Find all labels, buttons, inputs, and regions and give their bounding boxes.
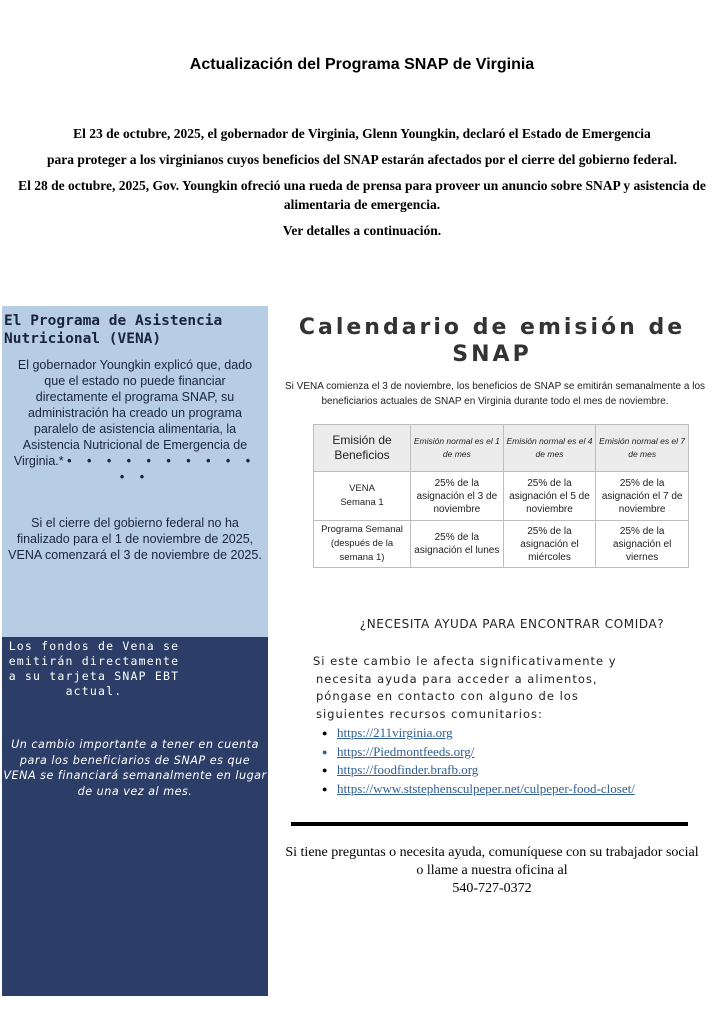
contact-info [266,844,718,898]
intro-paragraph-3: El 28 de octubre, 2025, Gov. Youngkin ofreció una rueda de prensa para proveer un anuncio sobre SNAP y asistencia de alimentaria de emergencia. [18,178,706,212]
table-header-row [314,425,689,472]
row-label [314,472,411,521]
vena-description-text: El gobernador Youngkin explicó que, dado que el estado no puede financiar directamente el programa SNAP, su administración ha creado un programa paralelo de asistencia alimentaria, la Asistencia Nutricional de Emergencia de Virginia. [13,358,253,468]
row-label: Programa Semanal (después de la semana 1) [314,521,411,568]
vena-funds-note: Los fondos de Vena se emitirán directamente a su tarjeta SNAP EBT actual. [8,639,180,698]
row-label-line: Semana 1 [340,497,384,508]
resource-item [322,743,635,762]
vena-description [10,357,260,485]
resource-item [322,724,635,743]
page-title: Actualización del Programa SNAP de Virginia [189,56,535,73]
vena-dots: • • • • • • • • • • • • [67,454,257,484]
table-cell: 25% de la asignación el lunes [411,521,504,568]
help-text-line: Si este cambio le afecta significativamente y [313,654,617,668]
link-211virginia[interactable]: https://211virginia.org [337,725,453,740]
table-row [314,472,689,521]
help-text [313,653,673,723]
intro-section [6,124,718,247]
resource-item [322,761,635,780]
table-cell: 25% de la asignación el 7 de noviembre [596,472,689,521]
table-cell: 25% de la asignación el viernes [596,521,689,568]
vena-asterisk: * [58,454,64,468]
vena-start-note: Si el cierre del gobierno federal no ha finalizado para el 1 de noviembre de 2025, VENA comenzará el 3 de noviembre de 2025. [8,516,262,562]
contact-line: Si tiene preguntas o necesita ayuda, comuníquese con su trabajador social [285,845,699,860]
calendar-title: Calendario de emisión de SNAP [298,315,686,367]
intro-paragraph-1: El 23 de octubre, 2025, el gobernador de Virginia, Glenn Youngkin, declaró el Estado de Emergencia [73,126,651,141]
issuance-schedule-table [313,424,689,568]
resource-links [322,724,635,798]
table-cell: 25% de la asignación el 3 de noviembre [411,472,504,521]
intro-paragraph-2: para proteger a los virginianos cuyos beneficios del SNAP estarán afectados por el cierre del gobierno federal. [46,152,678,167]
resource-item [322,780,635,799]
vena-title: El Programa de Asistencia Nutricional (VENA) [4,313,223,347]
vena-info-panel [2,306,268,637]
divider [291,822,688,826]
help-heading: ¿NECESITA AYUDA PARA ENCONTRAR COMIDA? [359,617,665,631]
contact-line: o llame a nuestra oficina al [416,863,568,878]
intro-paragraph-4: Ver detalles a continuación. [282,223,442,238]
help-text-line: siguientes recursos comunitarios: [316,706,543,721]
calendar-subtitle: Si VENA comienza el 3 de noviembre, los beneficios de SNAP se emitirán semanalmente a los beneficiarios actuales de SNAP en Virginia durante todo el mes de noviembre. [284,381,706,407]
table-header-cell: Emisión normal es el 4 de mes [503,425,596,472]
table-row [314,521,689,568]
table-cell: 25% de la asignación el miércoles [503,521,596,568]
link-foodfinder[interactable]: https://foodfinder.brafb.org [337,762,479,777]
help-text-line: póngase en contacto con alguno de los [316,689,579,703]
link-piedmontfeeds[interactable]: https://Piedmontfeeds.org/ [337,743,475,759]
link-ststephens[interactable]: https://www.ststephensculpeper.net/culpeper-food-closet/ [337,780,635,796]
vena-change-note: Un cambio importante a tener en cuenta para los beneficiarios de SNAP es que VENA se financiará semanalmente en lugar de una vez al mes. [3,738,267,798]
help-text-line: necesita ayuda para acceder a alimentos, [316,671,598,686]
row-label-line: VENA [349,483,375,494]
table-header-cell: Emisión normal es el 7 de mes [596,425,689,472]
contact-phone: 540-727-0372 [452,881,532,896]
table-header-cell: Emisión de Beneficios [314,425,411,472]
vena-funds-panel [2,637,268,996]
table-cell: 25% de la asignación el 5 de noviembre [503,472,596,521]
table-header-cell: Emisión normal es el 1 de mes [411,425,504,472]
